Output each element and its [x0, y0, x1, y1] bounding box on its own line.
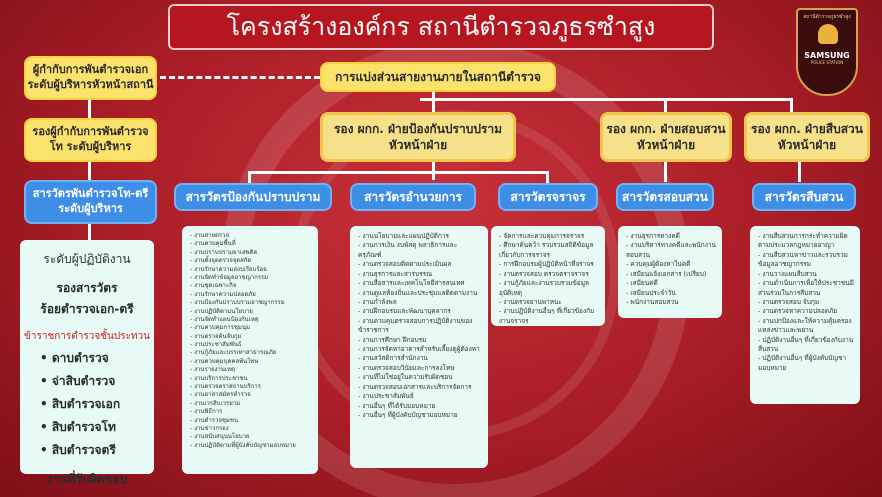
duty-item: - งานสนับสนุนนโยบาย	[190, 433, 312, 441]
connector-inquiry-down	[798, 162, 801, 182]
duty-item: - งานตรวจหาความปลอดภัย	[758, 307, 854, 316]
connector-left-chain-3	[88, 224, 91, 240]
connector-header-down	[432, 92, 435, 112]
duty-item: - งานควบคุมการชุมนุม	[190, 324, 312, 332]
duty-item: - งานข่าวกรอง	[190, 425, 312, 433]
duty-item: - งานจัดทำข้อมูลอาชญากรรม	[190, 274, 312, 282]
duty-item: - เสมียนแจ้งเอกสาร (เปรียบ)	[626, 270, 716, 279]
duty-item: - งานบริหารทางคดีและพนักงานสอบสวน	[626, 241, 716, 260]
operational-line-2: ร้อยตำรวจเอก-ตรี	[40, 302, 134, 316]
duty-item: - ควบคุมผู้ต้องหาในคดี	[626, 260, 716, 269]
connector-deputy-investigation	[664, 98, 667, 112]
rank-list	[40, 349, 154, 460]
inspector-investigation-box: สารวัตรสอบสวน	[616, 183, 714, 211]
duty-item: - งานประชาสัมพันธ์	[190, 341, 312, 349]
supervisor-box: ผู้กำกับการพันตำรวจเอก ระดับผู้บริหารหัวหน้าสถานี	[24, 56, 157, 100]
station-logo	[796, 8, 858, 96]
duty-item: - งานตรวจสอบเอกสารและบริการจัดการ	[358, 383, 482, 392]
page-title: โครงสร้างองค์กร สถานีตำรวจภูธรซำสูง	[168, 4, 714, 50]
duty-item: - งานการศึกษา ฝึกอบรม	[358, 336, 482, 345]
duty-item: - การฝึกอบรมผู้ปฏิบัติหน้าที่จราจร	[499, 260, 599, 269]
division-header-box: การแบ่งส่วนสายงานภายในสถานีตำรวจ	[320, 62, 556, 92]
duty-item: - งานพิธีการ	[190, 408, 312, 416]
duty-item: - งานสื่อสารและเทคโนโลยีสารสนเทศ	[358, 279, 482, 288]
connector-deputy-inquiry	[790, 98, 793, 112]
duties-admin-list	[350, 226, 488, 468]
duty-item: - เสมียนประจำวัน	[626, 289, 716, 298]
operational-line-1: รองสารวัตร	[56, 281, 118, 295]
duty-item: - งานประชาสัมพันธ์	[358, 392, 482, 401]
deputy-investigation-box: รอง ผกก. ฝ่ายสอบสวน หัวหน้าฝ่าย	[600, 112, 732, 162]
dashed-connector	[160, 76, 320, 79]
inspector-admin-box: สารวัตรอำนวยการ	[350, 183, 476, 211]
duty-item: - งานจัดทำแผนป้องกันเหตุ	[190, 316, 312, 324]
operational-level-panel	[20, 240, 154, 486]
rank-item: • สิบตำรวจตรี	[40, 441, 154, 460]
duty-item: - งานสืบสวนหาข่าวและรวบรวมข้อมูลอาชญากรรม	[758, 251, 854, 270]
duty-item: - งานบริการประชาชน	[190, 375, 312, 383]
noncommissioned-heading: ข้าราชการตำรวจชั้นประทวน	[24, 331, 150, 342]
duty-item: - งานควบคุมพื้นที่	[190, 240, 312, 248]
logo-top-text: สถานีตำรวจภูธรซำสูง	[803, 14, 851, 20]
duty-item: - งานอื่นๆ ที่ผู้บังคับบัญชามอบหมาย	[358, 411, 482, 420]
buddha-statue-icon	[818, 24, 838, 44]
duty-item: - ปฏิบัติงานอื่นๆ ที่เกี่ยวข้องกับงานสืบสวน	[758, 336, 854, 355]
duty-item: - งานธุรการทางคดี	[626, 232, 716, 241]
duties-prevention-list	[182, 226, 318, 474]
inspector-prevention-box: สารวัตรป้องกันปราบปราม	[174, 183, 332, 211]
duty-item: - งานที่ไม่ใช่อยู่ในความรับผิดชอบ	[358, 373, 482, 382]
duty-item: - งานดูแลท้องถิ่นและประชุมแลติดตามงาน	[358, 289, 482, 298]
duty-item: - งานสวัสดิการสำนักงาน	[358, 354, 482, 363]
rank-item: • สิบตำรวจโท	[40, 418, 154, 437]
duties-investigation-list	[618, 226, 722, 318]
duty-item: - งานการเงิน งบพัสดุ พลาธิการและครุภัณฑ์	[358, 241, 482, 260]
inspector-level-box: สารวัตรพันตำรวจโท-ตรี ระดับผู้บริหาร	[24, 180, 157, 224]
duty-item: - งานตำรวจชุมชน	[190, 417, 312, 425]
operational-heading: ระดับผู้ปฏิบัติงาน	[43, 252, 131, 266]
duty-item: - งานกำลังพล	[358, 298, 482, 307]
duty-item: - งานป้องกันปราบปรามอาชญากรรม	[190, 299, 312, 307]
deputy-supervisor-box: รองผู้กำกับการพันตำรวจโท ระดับผู้บริหาร	[24, 118, 157, 162]
duty-item: - งานอาสาสมัครตำรวจ	[190, 391, 312, 399]
duty-item: - งานตรวจยานพาหนะ	[499, 298, 599, 307]
duty-item: - งานวางแผนสืบสวน	[758, 270, 854, 279]
duty-item: - ศึกษาค้นคว้า รวบรวมสถิติข้อมูลเกี่ยวกับการจราจร	[499, 241, 599, 260]
duty-item: - งานสืบสวนการกระทำความผิดตามประมวลกฎหมายอาญา	[758, 232, 854, 251]
rank-item: • ดาบตำรวจ	[40, 349, 154, 368]
duty-item: - เสมียนคดี	[626, 279, 716, 288]
duty-item: - งานกู้ภัยและบรรเทาสาธารณภัย	[190, 349, 312, 357]
duties-inquiry-list	[750, 226, 860, 404]
inspector-inquiry-box: สารวัตรสืบสวน	[752, 183, 856, 211]
duties-traffic-list	[491, 226, 605, 326]
connector-inspector-traffic	[546, 171, 549, 183]
duty-item: - งานรายงานเหตุ	[190, 366, 312, 374]
connector-deputies-bar	[420, 98, 792, 101]
connector-left-chain-1	[88, 100, 91, 118]
deputy-inquiry-box: รอง ผกก. ฝ่ายสืบสวน หัวหน้าฝ่าย	[744, 112, 870, 162]
duty-item: - งานฝึกอบรมและพัฒนาบุคลากร	[358, 307, 482, 316]
rank-item: • จ่าสิบตำรวจ	[40, 372, 154, 391]
duty-item: - งานปฏิบัติงานอื่นๆ ที่เกี่ยวข้องกับงานจราจร	[499, 307, 599, 326]
duty-item: - งานตรวจสอบ ตรวจตราจราจร	[499, 270, 599, 279]
duty-item: - งานการจัดหาอาคารสำหรับเลี้ยงดูผู้ต้องหา	[358, 345, 482, 354]
duty-item: - งานอื่นๆ ที่ได้รับมอบหมาย	[358, 402, 482, 411]
connector-left-chain-2	[88, 162, 91, 180]
duty-item: - งานควบคุมบุคคลพ้นโทษ	[190, 358, 312, 366]
duty-item: - งานรักษาความสงบเรียบร้อย	[190, 266, 312, 274]
duty-item: - งานตรวจค้นจับกุม	[190, 333, 312, 341]
duty-item: - งานธุรการและสารบรรณ	[358, 270, 482, 279]
connector-inspectors-bar	[248, 171, 548, 174]
duty-item: - งานตรวจสอบ จับกุม	[758, 298, 854, 307]
duty-item: - งานรักษาความปลอดภัย	[190, 291, 312, 299]
inspector-traffic-box: สารวัตรจราจร	[498, 183, 598, 211]
duty-item: - งานปฏิบัติตามที่ผู้บังคับบัญชามอบหมาย	[190, 442, 312, 450]
duty-item: - งานตั้งจุดตรวจจุดสกัด	[190, 257, 312, 265]
deputy-prevention-box: รอง ผกก. ฝ่ายป้องกันปราบปราม หัวหน้าฝ่าย	[320, 112, 516, 162]
logo-name: SAMSUNG	[804, 51, 850, 60]
connector-inspector-prevention	[248, 171, 251, 183]
duty-item: - งานปฏิบัติตามนโยบาย	[190, 308, 312, 316]
duty-item: - งานกู้ภัยและงานรวบรวมข้อมูลอุบัติเหตุ	[499, 279, 599, 298]
duty-item: - งานนโยบายและแผนปฏิบัติการ	[358, 232, 482, 241]
duty-item: - จัดการและควบคุมการจราจร	[499, 232, 599, 241]
duty-item: - งานดำเนินการเพื่อให้ประชาชนมีส่วนร่วมในการสืบสวน	[758, 279, 854, 298]
duty-item: - งานควบคุมตรวจสอบการปฏิบัติงานของข้าราชการ	[358, 317, 482, 336]
duty-item: - งานเวรสิบเวรยาม	[190, 400, 312, 408]
duty-item: - งานปราบปรามยาเสพติด	[190, 249, 312, 257]
duty-item: - งานตรวจตราสถานบริการ	[190, 383, 312, 391]
rank-item: • สิบตำรวจเอก	[40, 395, 154, 414]
responsibilities-label: งานที่รับผิดชอบ	[46, 472, 128, 486]
connector-investigation-down	[664, 162, 667, 182]
duty-item: - งานชุดเฉพาะกิจ	[190, 282, 312, 290]
duty-item: - พนักงานสอบสวน	[626, 298, 716, 307]
duty-item: - ปฏิบัติงานอื่นๆ ที่ผู้บังคับบัญชามอบหมาย	[758, 354, 854, 373]
duty-item: - งานตรวจสอบติดตามประเมินผล	[358, 260, 482, 269]
duty-item: - งานสายตรวจ	[190, 232, 312, 240]
duty-item: - งานปกป้องและให้ความคุ้มครองแหล่งข่าวและพยาน	[758, 317, 854, 336]
duty-item: - งานตรวจสอบวินัยและการลงโทษ	[358, 364, 482, 373]
logo-subtitle: POLICE STATION	[810, 60, 844, 65]
